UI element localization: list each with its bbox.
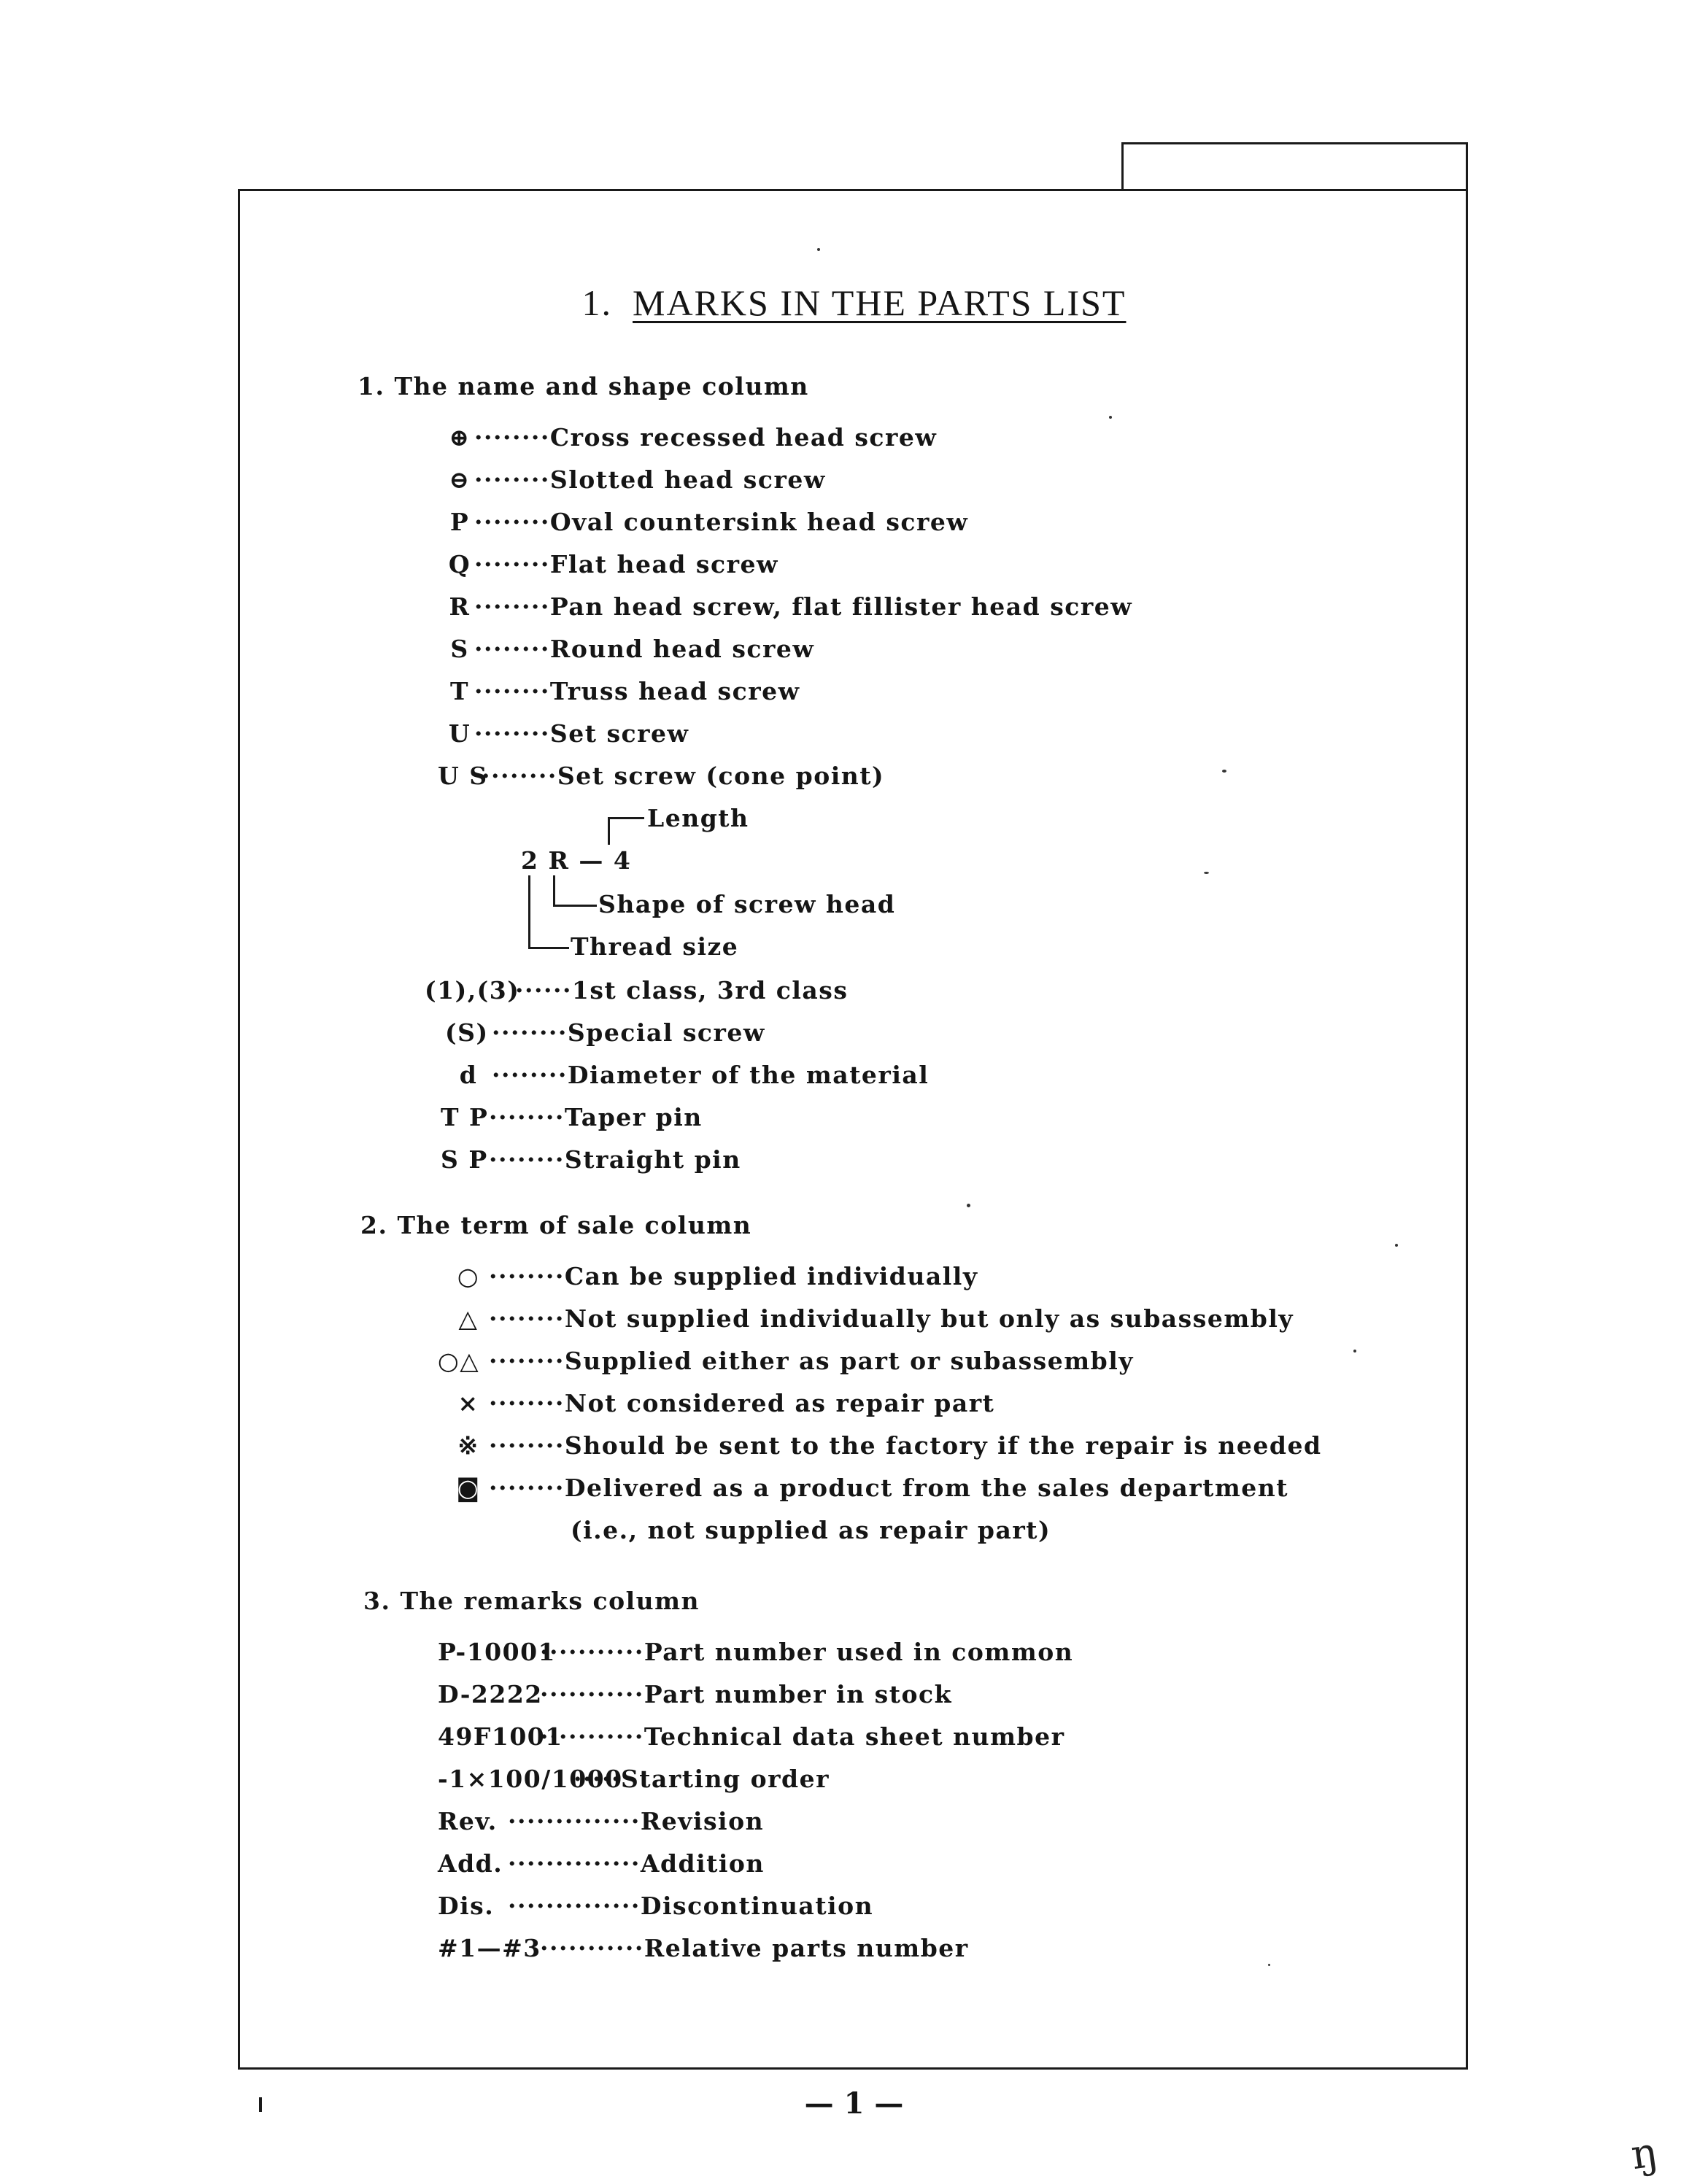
scan-speck <box>1204 872 1209 874</box>
list-item <box>438 1807 764 1835</box>
list-item-text: ········Straight pin <box>489 1145 741 1174</box>
list-item-text: ········Cross recessed head screw <box>474 423 938 452</box>
list-item <box>448 1431 1322 1460</box>
page-title <box>0 282 1708 324</box>
list-item <box>445 1061 929 1089</box>
diagram-line <box>553 875 555 906</box>
list-item-text: ··············Revision <box>508 1807 765 1835</box>
list-item <box>438 1347 1134 1375</box>
diagram-line <box>608 817 644 819</box>
triangle-icon: △ <box>458 1304 479 1333</box>
list-item <box>445 1018 765 1047</box>
list-item-text: ······1st class, 3rd class <box>515 976 849 1005</box>
list-item-text: ········Special screw <box>492 1018 765 1047</box>
list-item <box>438 1722 1064 1751</box>
list-item-text: ···········Technical data sheet number <box>540 1722 1065 1751</box>
scan-speck <box>1268 1964 1270 1966</box>
list-item <box>441 1145 741 1174</box>
list-item <box>448 1474 1288 1502</box>
corner-label-box <box>1121 142 1468 191</box>
list-mark: #1—#3 <box>438 1934 541 1962</box>
list-item-text: ········Delivered as a product from the sales department <box>489 1474 1288 1502</box>
list-item-text: ········Slotted head screw <box>474 465 826 494</box>
list-item <box>445 635 814 663</box>
list-item-text: ········Taper pin <box>489 1103 703 1131</box>
title-number: 1. <box>581 282 613 323</box>
list-item <box>445 423 937 452</box>
list-mark: (S) <box>445 1018 489 1047</box>
list-item-text: ··············Addition <box>508 1849 765 1878</box>
list-item-text: ···········Part number in stock <box>540 1680 952 1708</box>
list-item <box>448 1304 1294 1333</box>
list-mark: Add. <box>438 1849 503 1878</box>
list-mark: T <box>449 677 470 705</box>
list-item-text: ········Can be supplied individually <box>489 1262 978 1290</box>
scan-speck <box>1109 416 1112 419</box>
list-item-text: ········Pan head screw, flat fillister head screw <box>474 592 1133 621</box>
list-item <box>441 1103 703 1131</box>
list-item <box>445 550 778 578</box>
list-item <box>445 719 689 748</box>
list-item-text: ··············Discontinuation <box>508 1892 874 1920</box>
list-mark: P-10001 <box>438 1638 557 1666</box>
list-mark: Rev. <box>438 1807 498 1835</box>
section-heading-3: 3. The remarks column <box>363 1587 700 1615</box>
list-item <box>445 677 800 705</box>
list-item-text: ········Set screw <box>474 719 689 748</box>
thread-label: Thread size <box>571 932 739 961</box>
list-mark: -1×100/1000 <box>438 1765 623 1793</box>
list-mark: (1),(3) <box>425 976 520 1005</box>
circle-triangle-icon: ○△ <box>438 1347 480 1375</box>
circle-icon: ○ <box>457 1262 480 1290</box>
list-item-text: ········Flat head screw <box>474 550 778 578</box>
list-item-text: ········Not considered as repair part <box>489 1389 995 1417</box>
scan-speck <box>967 1204 970 1207</box>
list-mark: S P <box>441 1145 488 1174</box>
list-item-text: ········Should be sent to the factory if the repair is needed <box>489 1431 1322 1460</box>
diagram-line <box>528 947 569 949</box>
list-mark: S <box>450 635 469 663</box>
list-item <box>438 1892 873 1920</box>
section-heading-1: 1. The name and shape column <box>358 372 809 400</box>
diagram-line <box>608 817 610 845</box>
scan-speck <box>1222 770 1226 773</box>
list-mark: T P <box>441 1103 489 1131</box>
list-item-text: ········Diameter of the material <box>492 1061 930 1089</box>
list-item <box>445 465 826 494</box>
list-mark: U S <box>438 762 488 790</box>
diagram-line <box>528 875 530 948</box>
list-item <box>438 762 884 790</box>
list-item-text: ········Truss head screw <box>474 677 800 705</box>
scan-speck <box>1353 1350 1356 1352</box>
list-item <box>438 1765 830 1793</box>
list-item <box>448 1389 994 1417</box>
list-item-text: ········Round head screw <box>474 635 815 663</box>
list-mark: 49F1001 <box>438 1722 563 1751</box>
list-mark: U <box>448 719 471 748</box>
page-number: — 1 — <box>804 2086 904 2121</box>
list-item <box>438 1934 969 1962</box>
cross-mark-icon: × <box>457 1389 479 1417</box>
scan-speck <box>817 248 820 251</box>
shape-label: Shape of screw head <box>598 890 896 918</box>
list-item-text: ········Not supplied individually but only as subassembly <box>489 1304 1294 1333</box>
list-item-continuation: (i.e., not supplied as repair part) <box>571 1516 1051 1544</box>
title-text: MARKS IN THE PARTS LIST <box>633 282 1127 323</box>
handwritten-mark: ŋ <box>1628 2128 1661 2179</box>
list-mark: D-2222 <box>438 1680 543 1708</box>
margin-tick <box>259 2097 262 2112</box>
list-mark: R <box>449 592 471 621</box>
boxed-circle-icon: ◙ <box>456 1474 481 1502</box>
list-item-text: ········Set screw (cone point) <box>482 762 885 790</box>
list-mark: P <box>449 508 470 536</box>
list-item-text: ···········Relative parts number <box>540 1934 969 1962</box>
page-frame <box>238 189 1468 2070</box>
slotted-icon: ⊖ <box>449 465 471 494</box>
diagram-line <box>553 905 597 907</box>
list-item <box>438 1638 1073 1666</box>
screw-code: 2 R — 4 <box>521 846 632 875</box>
list-mark: Q <box>448 550 471 578</box>
list-item <box>448 1262 978 1290</box>
list-mark: d <box>459 1061 478 1089</box>
length-label: Length <box>647 804 749 832</box>
scan-speck <box>1395 1244 1398 1247</box>
section-heading-2: 2. The term of sale column <box>360 1211 752 1239</box>
reference-mark-icon: ※ <box>457 1431 479 1460</box>
list-item-text: ········Oval countersink head screw <box>474 508 969 536</box>
list-item-text: ···········Part number used in common <box>540 1638 1074 1666</box>
list-item <box>425 976 848 1005</box>
list-item <box>445 508 968 536</box>
cross-recessed-icon: ⊕ <box>449 423 471 452</box>
list-mark: Dis. <box>438 1892 495 1920</box>
list-item <box>438 1680 952 1708</box>
list-item-text: ·····Starting order <box>573 1765 830 1793</box>
list-item <box>438 1849 765 1878</box>
list-item <box>445 592 1132 621</box>
list-item-text: ········Supplied either as part or subassembly <box>489 1347 1134 1375</box>
